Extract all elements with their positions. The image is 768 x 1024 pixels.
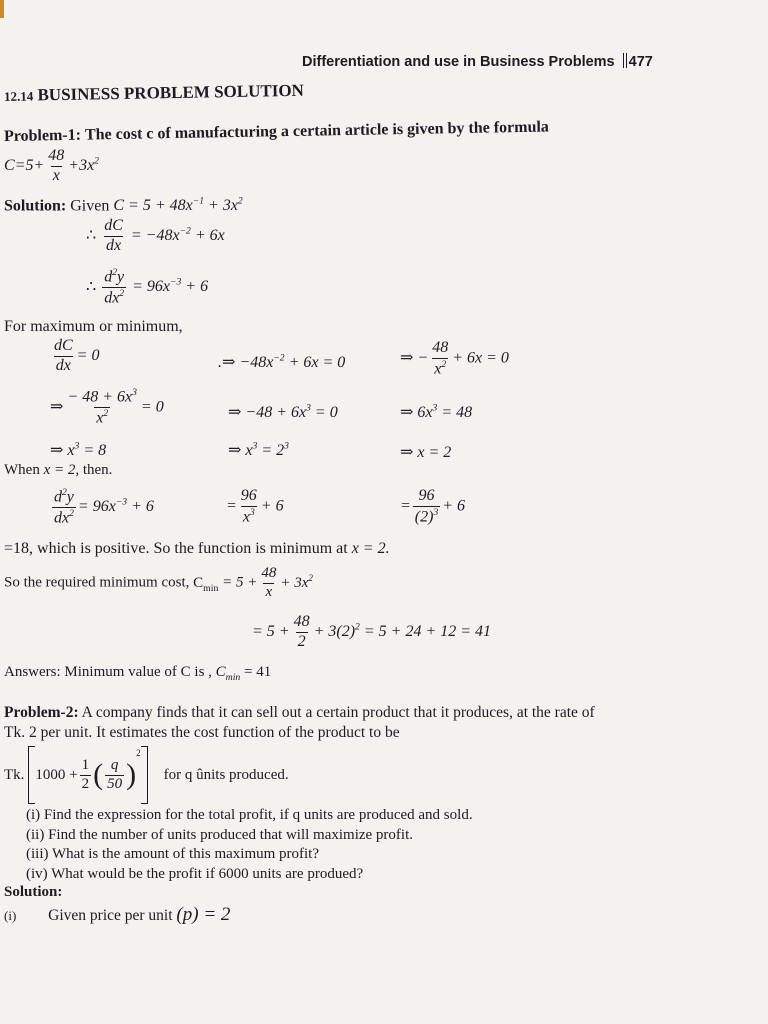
page-corner-mark xyxy=(0,0,4,18)
given-text: Given xyxy=(70,197,110,215)
for-max-min: For maximum or minimum, xyxy=(4,318,183,335)
running-header xyxy=(302,53,653,70)
problem1-formula: C=5+ $\frac{48}{x}$ $+3x^2$ xyxy=(4,147,99,184)
solution-label: Solution: xyxy=(4,197,67,215)
eq-row2-col1: ⇒ $\frac{- 48 + 6x^3}{x^2}$ = 0 xyxy=(50,387,164,427)
problem2-solution-label: Solution: xyxy=(4,884,63,900)
eq-row1-col2: .⇒ $-48x^{-2} + 6x = 0$ xyxy=(218,352,346,371)
header-divider xyxy=(623,53,627,68)
problem2-item: (iv) What would be the profit if 6000 units are produed? xyxy=(26,865,364,882)
cost-bracket: 1000 + $\frac{1}{2}$ ( $\frac{q}{50}$ ) 2 xyxy=(28,746,147,804)
eq-row3-col2: ⇒ $x^3 = 2^3$ xyxy=(228,440,289,459)
problem2-label: Problem-2: xyxy=(4,704,79,721)
eq-row3-col1: ⇒ $x^3 = 8$ xyxy=(50,440,107,459)
eq-row2-col3: ⇒ $6x^3 = 48$ xyxy=(400,402,473,421)
eq-row2-col2: ⇒ $-48 + 6x^3 = 0$ xyxy=(228,402,338,421)
problem1-solution-line: Solution: Given $C = 5 + 48x^{-1} + 3x^2$ xyxy=(4,196,243,215)
eval-col2: = $\frac{96}{x^3}$ + 6 xyxy=(226,487,284,526)
first-derivative: ∴ $\frac{dC}{dx}$ = $-48x^{-2} + 6x$ xyxy=(86,217,225,254)
problem2-items xyxy=(26,806,473,884)
eq-row1-col3: ⇒ − $\frac{48}{x^2}$ + 6x = 0 xyxy=(400,339,509,378)
second-derivative: ∴ $\frac{d^2y}{dx^2}$ = $96x^{-3} + 6$ xyxy=(86,267,209,307)
section-number: 12.14 xyxy=(3,88,34,104)
cost-function: Tk. 1000 + $\frac{1}{2}$ ( $\frac{q}{50}$ ) 2 for q ûnits produced. xyxy=(4,746,289,804)
problem2-item: (i) Find the expression for the total profit, if q units are produced and sold. xyxy=(26,807,473,823)
problem2-item: (ii) Find the number of units produced that will maximize profit. xyxy=(26,826,414,843)
eq-row3-col3: ⇒ x = 2 xyxy=(400,444,452,461)
problem1-label: Problem-1: xyxy=(3,126,82,145)
problem1-answer: Answers: Minimum value of C is , $C_{min} = 41$ xyxy=(4,664,272,683)
eq-row1-col1: $\frac{dC}{dx}$ = 0 xyxy=(54,337,100,374)
eval-col1: $\frac{d^2y}{dx^2}$ = $96x^{-3} + 6$ xyxy=(54,487,154,527)
problem2-item: (iii) What is the amount of this maximum profit? xyxy=(26,846,320,862)
page-number: 477 xyxy=(628,54,653,70)
problem2-statement-line1: Problem-2: A company finds that it can sell out a certain product that it produces, at the rate of xyxy=(4,704,595,721)
problem1-statement xyxy=(4,118,549,146)
positive-line: =18, which is positive. So the function is minimum at x = 2. xyxy=(4,540,390,557)
eval-col3: = $\frac{96}{(2)^3}$ + 6 xyxy=(400,487,466,526)
problem2-given-price: (i) Given price per unit (p) = 2 xyxy=(4,904,231,925)
section-heading xyxy=(4,81,304,106)
min-cost-line2: = 5 + $\frac{48}{2}$ + $3(2)^2 = 5 + 24 + 12 = 41$ xyxy=(252,613,492,650)
running-title: Differentiation and use in Business Problems xyxy=(302,54,615,70)
problem2-statement-line2: Tk. 2 per unit. It estimates the cost function of the product to be xyxy=(4,724,400,741)
section-title: BUSINESS PROBLEM SOLUTION xyxy=(37,80,305,105)
when-line: When x = 2, then. xyxy=(4,462,113,478)
min-cost-line1: So the required minimum cost, $C_{min} = 5$ + $\frac{48}{x}$ + $3x^2$ xyxy=(4,565,313,600)
problem1-text: The cost c of manufacturing a certain article is given by the formula xyxy=(84,118,550,144)
